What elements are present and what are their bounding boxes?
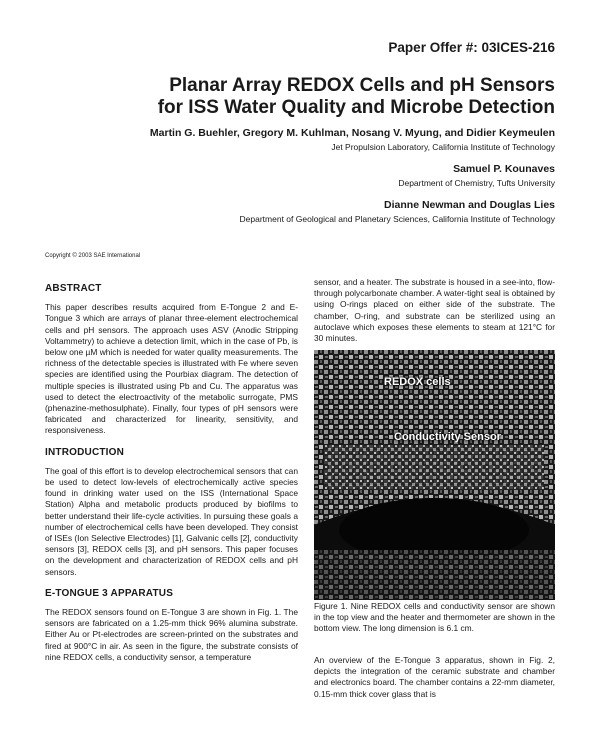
right-column-top bbox=[314, 277, 555, 354]
abstract-text: This paper describes results acquired from E-Tongue 2 and E-Tongue 3 which are arrays of planar three-element electrochemical cells and pH sensors. The approach uses ASV (Anodic Stripping Voltammetry) to achieve a detection limit, which in the case of Pb, is below one µM which is needed for water quality measurements. The richness of the detectable species is illustrated with Fe where seven species are identified using the Pourbiax diagram. The detection of multiple species is illustrated using Pb and Cu. The apparatus was used to detect the electroactivity of the metabolic surrogate, PMS (phenazine-methosulphate). Finally, four types of pH sensors were fabricated and characterized for linearity, sensitivity, and responsiveness. bbox=[45, 302, 298, 436]
copyright-notice: Copyright © 2003 SAE International bbox=[45, 253, 141, 259]
apparatus-heading: E-TONGUE 3 APPARATUS bbox=[45, 587, 174, 599]
abstract-heading: ABSTRACT bbox=[45, 283, 102, 294]
affiliation-jpl: Jet Propulsion Laboratory, California Institute of Technology bbox=[331, 142, 555, 152]
apparatus-text: The REDOX sensors found on E-Tongue 3 are shown in Fig. 1. The sensors are fabricated on a 1.25-mm thick 96% alumina substrate. Either Au or Pt-electrodes are screen-printed on the substrates and fired at 900°C in air. As seen in the figure, the substrate consists of nine REDOX cells, a conductivity sensor, a temperature bbox=[45, 607, 298, 662]
paper-offer-number: Paper Offer #: 03ICES-216 bbox=[388, 40, 555, 55]
left-column bbox=[45, 283, 298, 673]
figure-label-conductivity-sensor: Conductivity Sensor bbox=[394, 431, 501, 443]
title-line-1: Planar Array REDOX Cells and pH Sensors bbox=[169, 75, 555, 96]
affiliation-tufts: Department of Chemistry, Tufts University bbox=[398, 178, 555, 188]
authors-tufts: Samuel P. Kounaves bbox=[453, 163, 555, 175]
affiliation-caltech: Department of Geological and Planetary Sciences, California Institute of Technology bbox=[239, 214, 555, 224]
figure-1-sensor-photo bbox=[314, 350, 555, 600]
paper-title bbox=[35, 75, 555, 119]
authors-caltech: Dianne Newman and Douglas Lies bbox=[384, 199, 555, 211]
right-column-bottom bbox=[314, 655, 555, 710]
authors-jpl: Martin G. Buehler, Gregory M. Kuhlman, Nosang V. Myung, and Didier Keymeulen bbox=[149, 127, 555, 139]
introduction-text: The goal of this effort is to develop electrochemical sensors that can be used to detect low-levels of electrochemically active species found in drinking water used on the ISS (International Space Station) Alpha and metabolic products produced by biofilms to better understand their life-cycle activities. In pursuing these goals a number of electrochemical cells have been developed. They consist of ISEs (Ion Selective Electrodes) [1], Galvanic cells [2], conductivity sensors [3], REDOX cells [3], and pH sensors. This paper focuses on the development and characterization of REDOX cells and pH sensors. bbox=[45, 465, 298, 577]
introduction-heading: INTRODUCTION bbox=[45, 446, 125, 458]
right-text-2: An overview of the E-Tongue 3 apparatus, shown in Fig. 2, depicts the integration of the ceramic substrate and chamber and electronics board. The chamber contains a 22-mm diameter, 0.15-mm thick cover glass that is bbox=[314, 655, 555, 699]
right-text-1: sensor, and a heater. The substrate is housed in a see-into, flow-through polycarbonate chamber. A water-tight seal is obtained by using O-rings placed on either side of the substrate. The chamber, O-ring, and substrate can be sterilized using an autoclave which exposes these elements to steam at 121°C for 30 minutes. bbox=[314, 277, 555, 344]
figure-1-caption: Figure 1. Nine REDOX cells and conductivity sensor are shown in the top view and the heater and thermometer are shown in the bottom view. The long dimension is 6.1 cm. bbox=[314, 601, 555, 634]
title-line-2: for ISS Water Quality and Microbe Detection bbox=[157, 97, 555, 118]
figure-label-redox-cells: REDOX cells bbox=[384, 376, 451, 388]
